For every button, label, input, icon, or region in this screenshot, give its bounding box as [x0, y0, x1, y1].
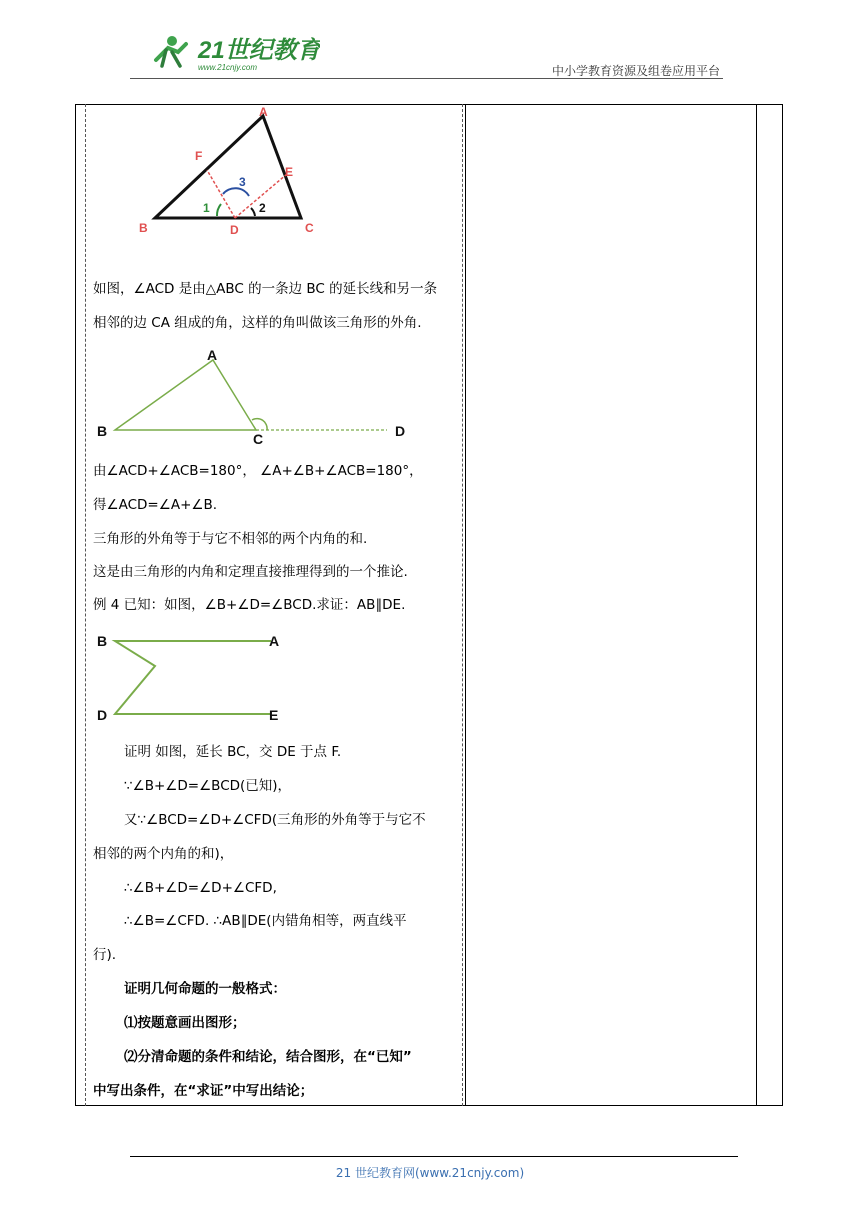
- proof-step-3-line1: 又∵∠BCD=∠D+∠CFD(三角形的外角等于与它不: [124, 812, 426, 828]
- format-step-2-line1: ⑵分清命题的条件和结论，结合图形，在“已知”: [124, 1049, 412, 1065]
- angle-label-2: 2: [259, 201, 266, 215]
- example-4: 例 4 已知：如图，∠B+∠D=∠BCD.求证：AB∥DE.: [93, 597, 406, 613]
- label-b: B: [97, 423, 108, 439]
- label-c: C: [253, 431, 264, 447]
- label-a: A: [269, 633, 280, 649]
- angle-1-arc: [217, 204, 221, 216]
- proof-step-5-line1: ∴∠B=∠CFD. ∴AB∥DE(内错角相等，两直线平: [124, 913, 407, 929]
- header-platform-text: 中小学教育资源及组卷应用平台: [551, 64, 720, 78]
- label-b: B: [139, 221, 148, 235]
- format-step-2-line2: 中写出条件，在“求证”中写出结论；: [93, 1083, 314, 1099]
- zigzag-lines: [115, 641, 271, 714]
- format-title: 证明几何命题的一般格式：: [124, 981, 286, 997]
- paragraph-exterior-angle-line1: 如图，∠ACD 是由△ABC 的一条边 BC 的延长线和另一条: [93, 281, 438, 297]
- label-d: D: [395, 423, 406, 439]
- label-d: D: [230, 223, 239, 237]
- label-f: F: [195, 149, 203, 163]
- paragraph-exterior-angle-line2: 相邻的边 CA 组成的角，这样的角叫做该三角形的外角.: [93, 315, 422, 331]
- footer-site-link[interactable]: 21 世纪教育网(www.21cnjy.com): [335, 1166, 525, 1180]
- equation-line1: 由∠ACD+∠ACB=180°， ∠A+∠B+∠ACB=180°，: [93, 463, 423, 479]
- label-d: D: [97, 707, 108, 723]
- proof-step-2: ∵∠B+∠D=∠BCD(已知)，: [124, 778, 292, 794]
- header-divider: [130, 78, 723, 79]
- runner-logo-icon: [156, 36, 186, 66]
- angle-label-1: 1: [203, 201, 210, 215]
- format-step-1: ⑴按题意画出图形；: [124, 1015, 246, 1031]
- dotted-line-df: [207, 170, 235, 218]
- angle-3-arc: [223, 188, 249, 196]
- exterior-angle-theorem: 三角形的外角等于与它不相邻的两个内角的和.: [93, 531, 368, 547]
- proof-step-4: ∴∠B+∠D=∠D+∠CFD,: [124, 880, 277, 896]
- label-e: E: [269, 707, 279, 723]
- triangle-abc-green: [115, 360, 256, 430]
- label-c: C: [305, 221, 314, 235]
- label-b: B: [97, 633, 108, 649]
- proof-step-1: 证明 如图，延长 BC，交 DE 于点 F.: [124, 744, 342, 760]
- footer-divider: [130, 1156, 738, 1157]
- logo-title: 21世纪教育: [198, 37, 320, 64]
- table-column-divider: [465, 104, 466, 1106]
- proof-step-5-line2: 行).: [93, 947, 117, 963]
- label-a: A: [259, 105, 268, 119]
- table-column-divider: [756, 104, 757, 1106]
- label-e: E: [285, 165, 294, 179]
- proof-step-3-line2: 相邻的两个内角的和)，: [93, 846, 234, 862]
- triangle-abc: [155, 116, 301, 218]
- site-logo: [150, 32, 320, 74]
- angle-label-3: 3: [239, 175, 246, 189]
- figure-triangle-abc: [125, 104, 335, 248]
- figure-exterior-angle: [93, 344, 423, 452]
- label-a: A: [207, 347, 218, 363]
- figure-zigzag-abcde: [93, 628, 293, 732]
- corollary-note: 这是由三角形的内角和定理直接推理得到的一个推论.: [93, 564, 408, 580]
- equation-line2: 得∠ACD=∠A+∠B.: [93, 497, 218, 513]
- logo-url: www.21cnjy.com: [198, 63, 257, 72]
- angle-2-arc: [251, 208, 255, 216]
